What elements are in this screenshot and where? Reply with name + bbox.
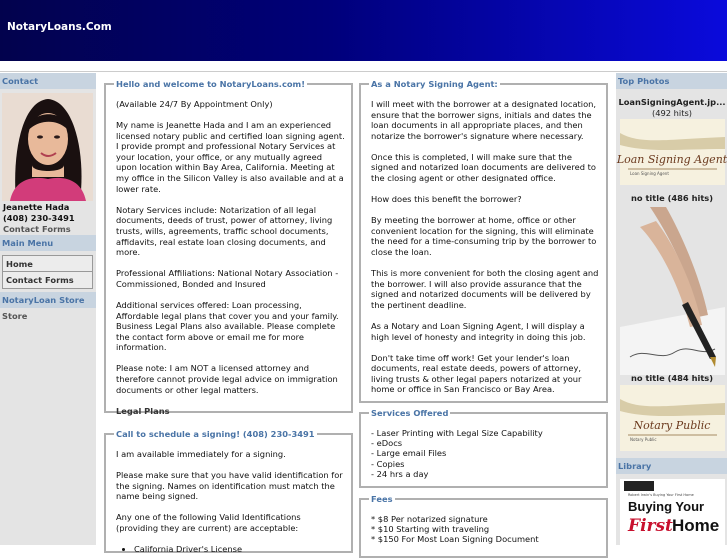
services-item: - Large email Files [371, 448, 447, 459]
pen-signing-image [620, 207, 725, 375]
book-cover-image [620, 479, 725, 545]
agent-paragraph: I will meet with the borrower at a designated location, ensure that the borrower signs, initials and dates the loan documents in all appropriate places, and then notarize the borrower's signature where necessary. [371, 99, 597, 141]
welcome-paragraph: Professional Affiliations: National Notary Association - Commissioned, Bonded and Insured [116, 268, 339, 289]
fees-panel [359, 494, 608, 558]
services-item: - Copies [371, 458, 405, 469]
photo3-caption: no title (484 hits) [630, 373, 714, 383]
top-photos-heading: Top Photos [616, 73, 727, 89]
services-title: Services Offered [371, 408, 449, 418]
photo1-thumbnail[interactable] [616, 119, 727, 185]
photo2-thumbnail[interactable] [620, 207, 725, 375]
store-heading: NotaryLoan Store [0, 292, 96, 308]
schedule-paragraph: I am available immediately for a signing. [116, 449, 286, 459]
agent-paragraph: By meeting the borrower at home, office or other convenient location for the signing, this will eliminate the need for a time-consuming trip by the borrower to close the loan. [371, 215, 597, 258]
id-list-item: • California Driver's License [134, 544, 345, 554]
fees-item: * $8 Per notarized signature [371, 514, 488, 524]
photo1-image [616, 119, 727, 185]
header-divider [0, 61, 727, 72]
photo1-caption [618, 97, 726, 119]
schedule-panel [104, 429, 353, 555]
photo1-subtext: Loan Signing Agent [630, 171, 669, 176]
id-list [116, 544, 345, 554]
services-item: - 24 hrs a day [371, 468, 429, 479]
welcome-paragraph: Additional services offered: Loan processing, Affordable legal plans that cover you and your family. Business Legal Plans also available. Please complete the contact form above or email me for more information. [116, 299, 339, 353]
library-heading: Library [616, 458, 727, 474]
contact-phone[interactable]: (408) 230-3491 [3, 213, 75, 223]
main-menu-heading: Main Menu [0, 235, 96, 251]
book-small-title: Robert Irwin's Buying Your First Home [628, 493, 694, 497]
book-title-home: Home [672, 516, 720, 535]
photo3-banner: Notary Public [633, 419, 711, 432]
menu-item-contact-forms[interactable]: Contact Forms [3, 272, 92, 288]
site-header [0, 0, 727, 61]
main-menu [2, 255, 93, 289]
agent-paragraph: As a Notary and Loan Signing Agent, I will display a high level of honesty and integrity in doing this job. [371, 321, 586, 342]
agent-paragraph: How does this benefit the borrower? [371, 194, 522, 205]
services-list [371, 428, 600, 479]
schedule-title: Call to schedule a signing! (408) 230-3491 [116, 429, 315, 439]
photo1-banner: Loan Signing Agent [616, 153, 727, 166]
book-title-first: First [628, 516, 673, 536]
welcome-paragraph: Notary Services include: Notarization of all legal documents, deeds of trust, power of attorney, living trusts, wills, agreements, traffic school documents, affidavits, real estate loan closing documents, and more. [116, 204, 333, 258]
services-item: - eDocs [371, 438, 403, 449]
welcome-title: Hello and welcome to NotaryLoans.com! [116, 79, 305, 89]
agent-paragraph: This is more convenient for both the closing agent and the borrower. I will also provide assurance that the signed and notarized documents will be delivered by the pertinent deadline. [371, 268, 599, 310]
fees-title: Fees [371, 494, 393, 504]
menu-item-home[interactable]: Home [3, 256, 92, 272]
agent-panel [359, 79, 608, 403]
agent-paragraph: Once this is completed, I will make sure that the signed and notarized loan documents are delivered to the closing agent or other designated office. [371, 151, 596, 184]
welcome-panel [104, 79, 353, 416]
site-title[interactable]: NotaryLoans.Com [7, 21, 112, 33]
profile-photo-image [2, 93, 93, 201]
welcome-paragraph: My name is Jeanette Hada and I am an experienced licensed notary public and certified loan signing agent. I provide prompt and professional Notary Services at your location, your office, or any mutually agreed upon location within Bay Area, California. Meeting at my office in the Silicon Valley is also available and at a lower rate. [116, 120, 345, 194]
contact-forms-link[interactable]: Contact Forms [3, 224, 71, 234]
photo2-caption: no title (486 hits) [630, 193, 714, 203]
fees-item: * $150 For Most Loan Signing Document [371, 534, 539, 545]
schedule-paragraph: Please make sure that you have valid identification for the signing. Names on identification must match the name being signed. [116, 470, 343, 502]
photo1-hits: (492 hits) [651, 108, 693, 118]
photo3-thumbnail[interactable] [620, 385, 725, 451]
fees-item: * $10 Starting with traveling [371, 524, 490, 535]
photo1-name[interactable]: LoanSigningAgent.jp... [618, 97, 726, 107]
fees-list [371, 514, 600, 545]
agent-title: As a Notary Signing Agent: [371, 79, 498, 89]
contact-name: Jeanette Hada [3, 202, 70, 212]
welcome-paragraph: (Available 24/7 By Appointment Only) [116, 99, 273, 109]
store-link[interactable]: Store [2, 311, 28, 321]
book-title-line1: Buying Your [628, 499, 705, 514]
book-cover[interactable] [620, 479, 725, 545]
agent-paragraph: Don't take time off work! Get your lender's loan documents, real estate deeds, powers of attorney, living trusts & other legal papers notarized at your home or office in San Francisco or Bay Area. [371, 352, 582, 395]
services-panel [359, 408, 608, 488]
schedule-paragraph: Any one of the following Valid Identifications (providing they are current) are acceptable: [116, 512, 301, 533]
services-item: - Laser Printing with Legal Size Capability [371, 428, 543, 438]
welcome-paragraph: Please note: I am NOT a licensed attorney and therefore cannot provide legal advice on immigration documents or other legal matters. [116, 363, 338, 395]
contact-heading: Contact [0, 73, 96, 89]
photo3-subtext: Notary Public [630, 437, 657, 442]
photo3-image [620, 385, 725, 451]
contact-info [3, 202, 75, 235]
profile-photo [2, 93, 93, 201]
legal-plans-link[interactable]: Legal Plans [116, 405, 170, 416]
